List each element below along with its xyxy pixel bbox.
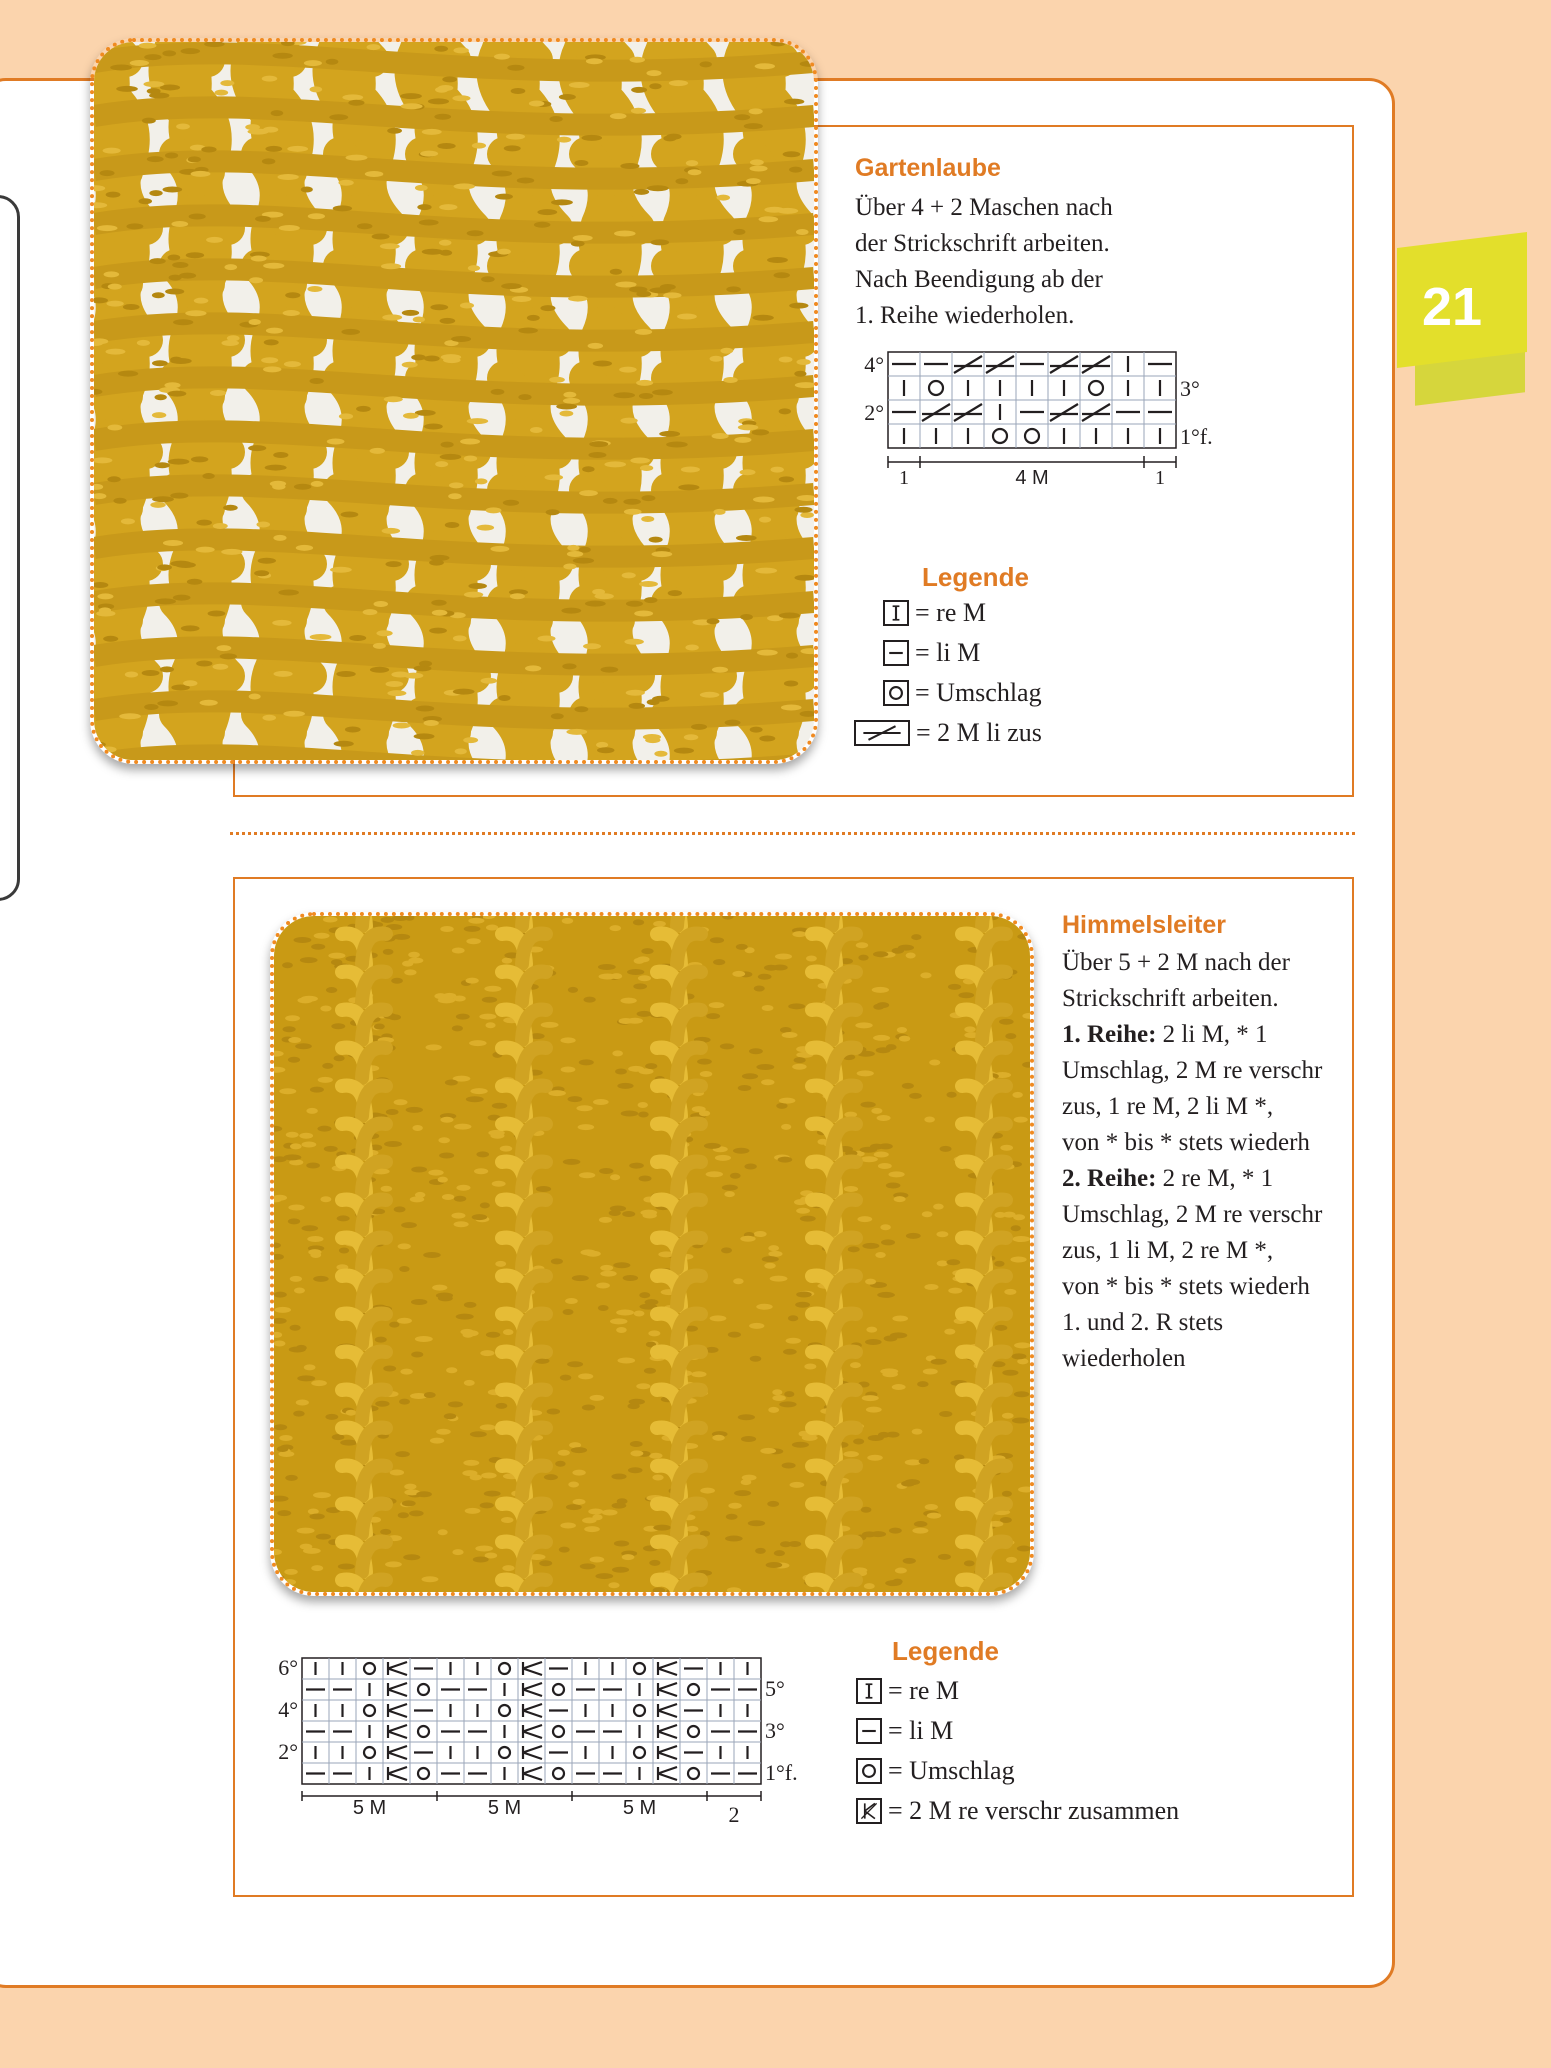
knit-symbol-icon bbox=[883, 600, 909, 626]
swatch-photo-himmelsleiter bbox=[270, 912, 1034, 1596]
description-line bbox=[1062, 945, 1322, 981]
swatch-photo-gartenlaube bbox=[90, 38, 818, 764]
description-gartenlaube bbox=[855, 190, 1113, 334]
knit-symbol-icon bbox=[856, 1678, 882, 1704]
chart-grid bbox=[302, 1658, 761, 1784]
legend-item-knit bbox=[856, 1676, 959, 1706]
description-line-text: von * bis * stets wiederh bbox=[1062, 1129, 1310, 1156]
description-line-text: zus, 1 re M, 2 li M *, bbox=[1062, 1093, 1274, 1120]
left-page-tab bbox=[0, 195, 20, 901]
description-line: Über 4 + 2 Maschen nach bbox=[855, 194, 1113, 221]
legend-text: = 2 M re verschr zusammen bbox=[888, 1796, 1180, 1825]
description-line bbox=[1062, 1017, 1322, 1053]
chart-row-number: 6° bbox=[278, 1655, 298, 1680]
description-line-text: 1. und 2. R stets bbox=[1062, 1309, 1224, 1336]
chart-row-number: 4° bbox=[278, 1697, 298, 1722]
legend-text: = re M bbox=[888, 1676, 959, 1705]
description-line-bold: 1. Reihe: bbox=[1062, 1021, 1157, 1048]
chart-row-number: 1°f. bbox=[1180, 424, 1213, 449]
legend-item-purl bbox=[883, 638, 980, 668]
chart-measure-label: 5 M bbox=[622, 1797, 657, 1819]
description-line-text: 2 re M, * 1 bbox=[1156, 1165, 1274, 1192]
chart-grid bbox=[888, 352, 1176, 448]
description-himmelsleiter bbox=[1062, 945, 1322, 1377]
yarnover-symbol-icon bbox=[883, 680, 909, 706]
section-title-gartenlaube: Gartenlaube bbox=[855, 154, 1001, 182]
chart-measure-label: 5 M bbox=[352, 1797, 387, 1819]
legend-text: = Umschlag bbox=[888, 1756, 1015, 1785]
description-line bbox=[1062, 1233, 1322, 1269]
description-line-text: 2 li M, * 1 bbox=[1156, 1021, 1268, 1048]
legend-text: = li M bbox=[888, 1716, 954, 1745]
legend-item-purl bbox=[856, 1716, 953, 1746]
purl-symbol-icon bbox=[856, 1718, 882, 1744]
chart-row-number: 2° bbox=[278, 1739, 298, 1764]
purl-symbol-icon bbox=[883, 640, 909, 666]
legend-item-yarnover bbox=[883, 678, 1042, 708]
description-line-text: zus, 1 li M, 2 re M *, bbox=[1062, 1237, 1274, 1264]
chart-measure-label: 1 bbox=[1155, 467, 1165, 489]
description-line bbox=[1062, 1053, 1322, 1089]
chart-measure-label: 4 M bbox=[1015, 467, 1049, 489]
section-title-himmelsleiter: Himmelsleiter bbox=[1062, 911, 1226, 939]
description-line bbox=[1062, 1089, 1322, 1125]
description-line: 1. Reihe wiederholen. bbox=[855, 302, 1075, 329]
chart-measure-label: 5 M bbox=[487, 1797, 522, 1819]
legend-item-k2tog-tbl bbox=[856, 1796, 1179, 1826]
knitting-chart-gartenlaube bbox=[850, 352, 1213, 517]
description-line bbox=[1062, 1341, 1322, 1377]
legend-item-knit bbox=[883, 598, 986, 628]
chart-row-number: 5° bbox=[765, 1676, 785, 1701]
chart-row-number: 2° bbox=[864, 400, 884, 425]
knitting-chart-himmelsleiter bbox=[266, 1655, 806, 1883]
description-line-text: Strickschrift arbeiten. bbox=[1062, 985, 1279, 1012]
description-line-text: wiederholen bbox=[1062, 1345, 1186, 1372]
section-divider bbox=[230, 832, 1355, 835]
legend-text: = re M bbox=[915, 598, 986, 627]
yarnover-symbol-icon bbox=[856, 1758, 882, 1784]
legend-item-p2tog bbox=[854, 718, 1042, 748]
legend-text: = Umschlag bbox=[915, 678, 1042, 707]
k2tog-tbl-symbol-icon bbox=[856, 1798, 882, 1824]
legend-text: = 2 M li zus bbox=[916, 718, 1042, 747]
description-line bbox=[1062, 981, 1322, 1017]
description-line-text: Umschlag, 2 M re verschr bbox=[1062, 1201, 1323, 1228]
description-line bbox=[1062, 1305, 1322, 1341]
legend-title-gartenlaube: Legende bbox=[922, 562, 1029, 592]
chart-row-number: 1°f. bbox=[765, 1760, 798, 1785]
description-line bbox=[1062, 1269, 1322, 1305]
legend-item-yarnover bbox=[856, 1756, 1015, 1786]
chart-measure-label: 2 bbox=[728, 1802, 740, 1827]
page-number: 21 bbox=[1422, 277, 1483, 337]
chart-row-number: 4° bbox=[864, 352, 884, 377]
description-line-text: Über 5 + 2 M nach der bbox=[1062, 949, 1290, 976]
description-line-text: Umschlag, 2 M re verschr bbox=[1062, 1057, 1323, 1084]
legend-text: = li M bbox=[915, 638, 981, 667]
description-line: Nach Beendigung ab der bbox=[855, 266, 1103, 293]
p2tog-symbol-icon bbox=[854, 720, 910, 746]
description-line-text: von * bis * stets wiederh bbox=[1062, 1273, 1310, 1300]
legend-title-himmelsleiter: Legende bbox=[892, 1636, 999, 1666]
description-line-bold: 2. Reihe: bbox=[1062, 1165, 1157, 1192]
description-line bbox=[1062, 1125, 1322, 1161]
description-line bbox=[1062, 1197, 1322, 1233]
description-line: der Strickschrift arbeiten. bbox=[855, 230, 1110, 257]
chart-measure-label: 1 bbox=[899, 467, 909, 489]
chart-row-number: 3° bbox=[765, 1718, 785, 1743]
description-line bbox=[1062, 1161, 1322, 1197]
chart-row-number: 3° bbox=[1180, 376, 1200, 401]
